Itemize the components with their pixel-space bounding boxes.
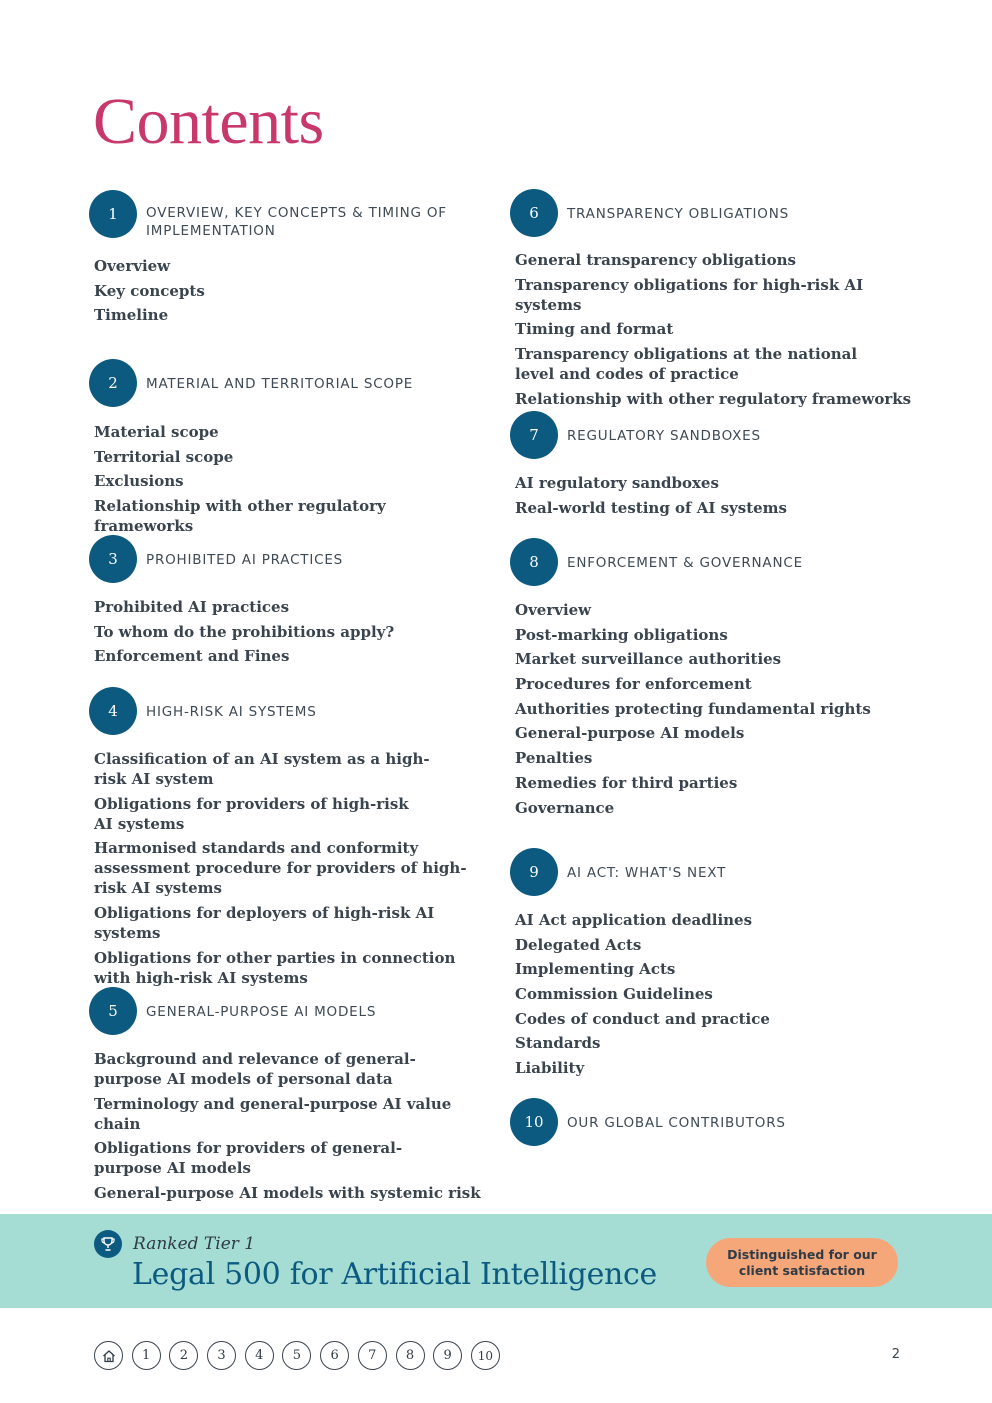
nav-page-button[interactable]: 10 bbox=[471, 1341, 500, 1370]
section-number-badge[interactable]: 3 bbox=[89, 535, 137, 583]
nav-page-button[interactable]: 9 bbox=[433, 1341, 462, 1370]
toc-item[interactable]: Post-marking obligations bbox=[515, 625, 728, 644]
toc-item[interactable]: Prohibited AI practices bbox=[94, 598, 290, 616]
section-number-badge[interactable]: 10 bbox=[510, 1098, 558, 1146]
toc-item[interactable]: Exclusions bbox=[94, 472, 184, 491]
toc-item[interactable]: Real-world testing of AI systems bbox=[515, 498, 787, 517]
toc-item[interactable]: General transparency obligations bbox=[515, 251, 796, 269]
toc-item[interactable]: Remedies for third parties bbox=[515, 773, 738, 792]
toc-item[interactable]: To whom do the prohibitions apply? bbox=[94, 622, 395, 641]
section-3 bbox=[94, 535, 489, 671]
section-number-badge[interactable]: 4 bbox=[89, 687, 137, 735]
section-heading[interactable]: PROHIBITED AI PRACTICES bbox=[146, 552, 344, 568]
nav-page-button[interactable]: 3 bbox=[207, 1341, 236, 1370]
satisfaction-badge: Distinguished for our client satisfaction bbox=[706, 1238, 898, 1287]
toc-item[interactable]: Timing and format bbox=[515, 320, 674, 339]
section-6 bbox=[515, 189, 915, 413]
section-heading[interactable]: REGULATORY SANDBOXES bbox=[567, 428, 761, 444]
toc-item[interactable]: AI Act application deadlines bbox=[515, 911, 753, 929]
toc-item[interactable]: Obligations for providers of general-purpose AI models bbox=[94, 1139, 403, 1178]
section-number-badge[interactable]: 6 bbox=[510, 189, 558, 237]
toc-item[interactable]: Governance bbox=[515, 798, 615, 817]
banner-headline: Legal 500 for Artificial Intelligence bbox=[132, 1257, 658, 1292]
toc-item[interactable]: Delegated Acts bbox=[515, 935, 642, 954]
toc-item[interactable]: Territorial scope bbox=[94, 447, 234, 466]
toc-item[interactable]: Background and relevance of general-purpose AI models of personal data bbox=[94, 1050, 416, 1088]
section-number-badge[interactable]: 2 bbox=[89, 359, 137, 407]
toc-item[interactable]: Implementing Acts bbox=[515, 960, 676, 979]
toc-item[interactable]: Terminology and general-purpose AI value chain bbox=[94, 1094, 452, 1133]
toc-item[interactable]: Material scope bbox=[94, 423, 219, 441]
section-1 bbox=[94, 190, 489, 330]
section-number-badge[interactable]: 9 bbox=[510, 848, 558, 896]
section-heading[interactable]: MATERIAL AND TERRITORIAL SCOPE bbox=[146, 376, 414, 392]
toc-item[interactable]: Harmonised standards and conformity assessment procedure for providers of high-risk AI systems bbox=[94, 839, 467, 898]
section-8 bbox=[515, 538, 915, 822]
page-number: 2 bbox=[891, 1347, 900, 1362]
nav-page-button[interactable]: 7 bbox=[358, 1341, 387, 1370]
toc-item[interactable]: Relationship with other regulatory frameworks bbox=[94, 497, 386, 536]
toc-item[interactable]: Obligations for providers of high-risk AI systems bbox=[94, 794, 409, 833]
toc-item[interactable]: Transparency obligations for high-risk AI systems bbox=[515, 275, 864, 314]
toc-item[interactable]: Overview bbox=[94, 257, 171, 275]
trophy-icon bbox=[94, 1230, 122, 1258]
nav-page-button[interactable]: 2 bbox=[169, 1341, 198, 1370]
toc-item[interactable]: Obligations for other parties in connection with high-risk AI systems bbox=[94, 948, 456, 987]
nav-page-button[interactable]: 8 bbox=[396, 1341, 425, 1370]
toc-item[interactable]: Key concepts bbox=[94, 281, 205, 300]
section-heading[interactable]: OUR GLOBAL CONTRIBUTORS bbox=[567, 1115, 786, 1131]
toc-item[interactable]: Codes of conduct and practice bbox=[515, 1009, 770, 1028]
section-heading[interactable]: GENERAL-PURPOSE AI MODELS bbox=[146, 1004, 377, 1020]
section-9 bbox=[515, 848, 915, 1083]
home-icon bbox=[101, 1348, 117, 1364]
section-heading[interactable]: TRANSPARENCY OBLIGATIONS bbox=[567, 206, 789, 222]
toc-item[interactable]: Transparency obligations at the national level and codes of practice bbox=[515, 345, 858, 384]
toc-item[interactable]: Enforcement and Fines bbox=[94, 647, 290, 666]
toc-item[interactable]: Classification of an AI system as a high-risk AI system bbox=[94, 750, 430, 788]
toc-item[interactable]: Overview bbox=[515, 601, 592, 619]
section-7 bbox=[515, 411, 915, 522]
toc-item[interactable]: Penalties bbox=[515, 749, 593, 768]
section-heading[interactable]: HIGH-RISK AI SYSTEMS bbox=[146, 704, 317, 720]
toc-item[interactable]: AI regulatory sandboxes bbox=[515, 474, 719, 492]
section-5 bbox=[94, 987, 489, 1208]
nav-page-button[interactable]: 6 bbox=[320, 1341, 349, 1370]
section-heading[interactable]: ENFORCEMENT & GOVERNANCE bbox=[567, 555, 803, 571]
toc-item[interactable]: General-purpose AI models with systemic risk bbox=[94, 1184, 481, 1203]
section-4 bbox=[94, 687, 489, 992]
toc-item[interactable]: Timeline bbox=[94, 306, 169, 325]
toc-item[interactable]: General-purpose AI models bbox=[515, 724, 745, 743]
toc-item[interactable]: Commission Guidelines bbox=[515, 985, 713, 1004]
section-heading[interactable]: OVERVIEW, KEY CONCEPTS & TIMING OF IMPLEMENTATION bbox=[146, 205, 447, 239]
section-number-badge[interactable]: 8 bbox=[510, 538, 558, 586]
toc-item[interactable]: Liability bbox=[515, 1059, 585, 1078]
toc-item[interactable]: Obligations for deployers of high-risk AI systems bbox=[94, 904, 435, 943]
home-button[interactable] bbox=[94, 1341, 123, 1370]
toc-item[interactable]: Authorities protecting fundamental rights bbox=[515, 699, 871, 718]
section-number-badge[interactable]: 1 bbox=[89, 190, 137, 238]
section-2 bbox=[94, 359, 489, 541]
ranked-label: Ranked Tier 1 bbox=[133, 1234, 256, 1254]
section-number-badge[interactable]: 7 bbox=[510, 411, 558, 459]
nav-page-button[interactable]: 4 bbox=[245, 1341, 274, 1370]
section-number-badge[interactable]: 5 bbox=[89, 987, 137, 1035]
nav-page-button[interactable]: 1 bbox=[132, 1341, 161, 1370]
toc-item[interactable]: Standards bbox=[515, 1034, 601, 1053]
toc-item[interactable]: Relationship with other regulatory frameworks bbox=[515, 389, 912, 408]
toc-item[interactable]: Procedures for enforcement bbox=[515, 675, 752, 694]
page-title: Contents bbox=[93, 85, 324, 158]
section-heading[interactable]: AI ACT: WHAT'S NEXT bbox=[567, 865, 727, 881]
section-10 bbox=[515, 1098, 915, 1146]
page-navigation bbox=[94, 1341, 509, 1370]
toc-item[interactable]: Market surveillance authorities bbox=[515, 650, 782, 669]
nav-page-button[interactable]: 5 bbox=[282, 1341, 311, 1370]
